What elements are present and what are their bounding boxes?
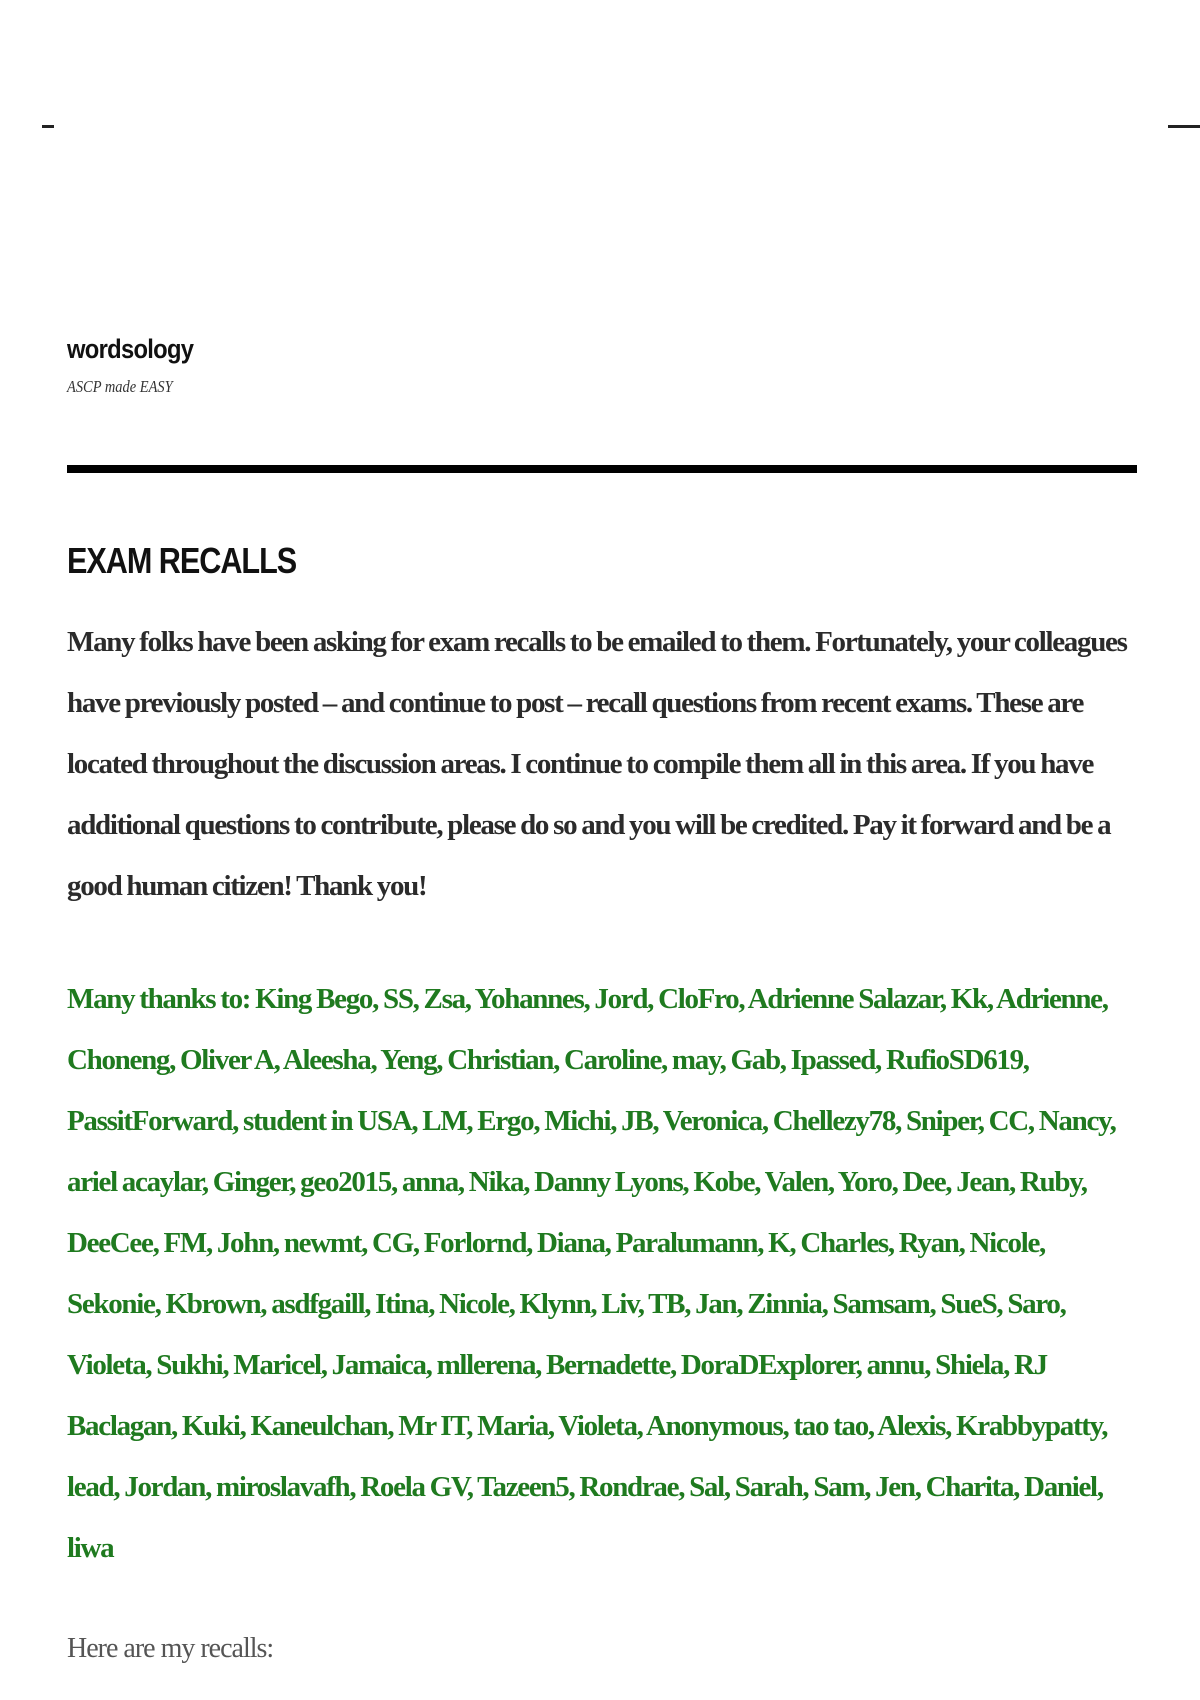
site-tagline: ASCP made EASY — [67, 377, 173, 396]
top-left-dash — [42, 125, 54, 128]
post-title: EXAM RECALLS — [67, 540, 297, 581]
site-header — [67, 334, 1137, 397]
header-divider — [67, 465, 1137, 473]
post-article — [67, 540, 1137, 1665]
post-intro-paragraph: Many folks have been asking for exam recalls to be emailed to them. Fortunately, your colleagues have previously posted – and continue to post – recall questions from recent exams. These are located throughout the discussion areas. I continue to compile them all in this area. If you have additional questions to contribute, please do so and you will be credited. Pay it forward and be a good human citizen! Thank you! — [67, 626, 1127, 902]
top-right-dash — [1168, 125, 1200, 128]
recalls-intro-text: Here are my recalls: — [67, 1633, 274, 1664]
thanks-paragraph: Many thanks to: King Bego, SS, Zsa, Yohannes, Jord, CloFro, Adrienne Salazar, Kk, Adrienne, Choneng, Oliver A, Aleesha, Yeng, Christian, Caroline, may, Gab, Ipassed, RufioSD619, PassitForward, student in USA, LM, Ergo, Michi, JB, Veronica, Chellezy78, Sniper, CC, Nancy, ariel acaylar, Ginger, geo2015, anna, Nika, Danny Lyons, Kobe, Valen, Yoro, Dee, Jean, Ruby, DeeCee, FM, John, newmt, CG, Forlornd, Diana, Paralumann, K, Charles, Ryan, Nicole, Sekonie, Kbrown, asdfgaill, Itina, Nicole, Klynn, Liv, TB, Jan, Zinnia, Samsam, SueS, Saro, Violeta, Sukhi, Maricel, Jamaica, mllerena, Bernadette, DoraDExplorer, annu, Shiela, RJ Baclagan, Kuki, Kaneulchan, Mr IT, Maria, Violeta, Anonymous, tao tao, Alexis, Krabbypatty, lead, Jordan, miroslavafh, Roela GV, Tazeen5, Rondrae, Sal, Sarah, Sam, Jen, Charita, Daniel, liwa — [67, 983, 1116, 1564]
site-title[interactable]: wordsology — [67, 334, 194, 364]
